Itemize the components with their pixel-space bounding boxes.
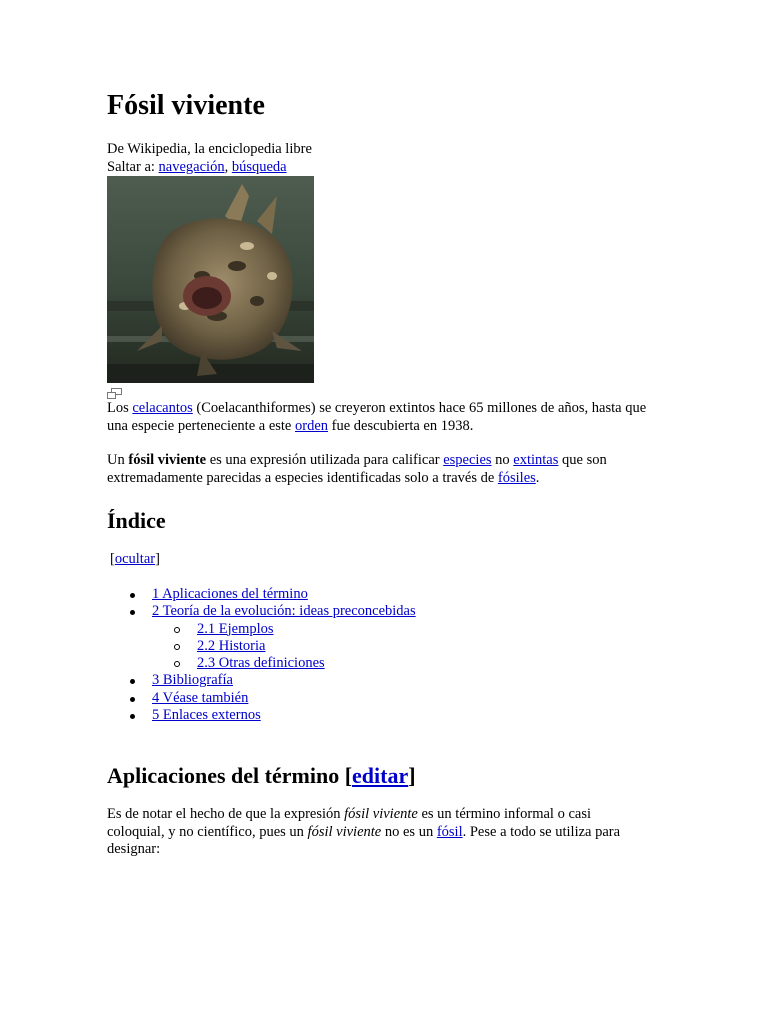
site-tagline: De Wikipedia, la enciclopedia libre — [107, 141, 312, 157]
extintas-link[interactable]: extintas — [513, 452, 559, 468]
toc-item — [107, 603, 607, 620]
fosiles-link[interactable]: fósiles — [497, 469, 536, 486]
term-italic: fósil viviente — [344, 806, 418, 822]
toc-hide-link[interactable]: ocultar — [114, 551, 156, 567]
image-caption: Los celacantos (Coelacanthiformes) se creyeron extintos hace 65 millones de años, hasta que una especie perteneciente a este orden fue descubierta en 1938. — [107, 400, 647, 434]
jump-separator: , — [224, 158, 232, 175]
toc-subitem — [107, 655, 607, 672]
aplicaciones-paragraph: Es de notar el hecho de que la expresión fósil viviente es un término informal o casi coloquial, y no científico, pues un fósil viviente no es un fósil. Pese a todo se utiliza para designar: — [107, 806, 621, 857]
toc-item — [107, 672, 607, 689]
toc-toggle: [ocultar] — [110, 551, 160, 567]
toc-link-teoria[interactable]: 2 Teoría de la evolución: ideas preconcebidas — [152, 603, 416, 620]
toc-heading: Índice — [107, 508, 166, 533]
bullet-icon — [130, 697, 135, 702]
bullet-icon — [130, 679, 135, 684]
celacantos-link[interactable]: celacantos — [132, 400, 193, 416]
coelacanth-image[interactable] — [107, 176, 314, 383]
page-title: Fósil viviente — [107, 90, 265, 121]
orden-link[interactable]: orden — [294, 417, 328, 434]
jump-search-link[interactable]: búsqueda — [231, 158, 287, 175]
especies-link[interactable]: especies — [443, 452, 492, 468]
toc-item — [107, 586, 607, 603]
magnify-clip-icon[interactable] — [107, 387, 122, 398]
intro-paragraph: Un fósil viviente es una expresión utilizada para calificar especies no extintas que son extremadamente parecidas a especies identificadas solo a través de fósiles. — [107, 452, 607, 486]
enlarge-icon — [107, 388, 122, 399]
toc-link-vease-tambien[interactable]: 4 Véase también — [152, 689, 249, 706]
toc-link-aplicaciones[interactable]: 1 Aplicaciones del término — [152, 586, 308, 602]
term-italic: fósil viviente — [307, 823, 382, 840]
toc-item — [107, 707, 607, 724]
fosil-link[interactable]: fósil — [436, 823, 463, 840]
bullet-icon — [130, 714, 135, 719]
bullet-icon — [130, 610, 135, 615]
circle-bullet-icon — [174, 644, 180, 650]
toc-link-bibliografia[interactable]: 3 Bibliografía — [152, 672, 233, 689]
circle-bullet-icon — [174, 627, 180, 633]
circle-bullet-icon — [174, 661, 180, 667]
article-header-meta — [107, 141, 312, 176]
edit-section-link[interactable]: editar — [352, 763, 409, 788]
jump-links — [107, 159, 312, 177]
toc-subitem — [107, 638, 607, 655]
term-bold: fósil viviente — [128, 452, 207, 468]
bullet-icon — [130, 593, 135, 598]
toc-subitem — [107, 621, 607, 638]
toc-item — [107, 690, 607, 707]
jump-prefix: Saltar a: — [107, 158, 159, 175]
jump-navigation-link[interactable]: navegación — [158, 158, 225, 175]
toc-link-ejemplos[interactable]: 2.1 Ejemplos — [197, 620, 274, 637]
table-of-contents — [107, 586, 607, 724]
toc-link-historia[interactable]: 2.2 Historia — [197, 637, 266, 654]
toc-link-otras-definiciones[interactable]: 2.3 Otras definiciones — [197, 655, 325, 672]
section-heading-aplicaciones: Aplicaciones del término [editar] — [107, 763, 416, 788]
toc-link-enlaces-externos[interactable]: 5 Enlaces externos — [152, 707, 261, 724]
coelacanth-photo — [107, 176, 314, 383]
